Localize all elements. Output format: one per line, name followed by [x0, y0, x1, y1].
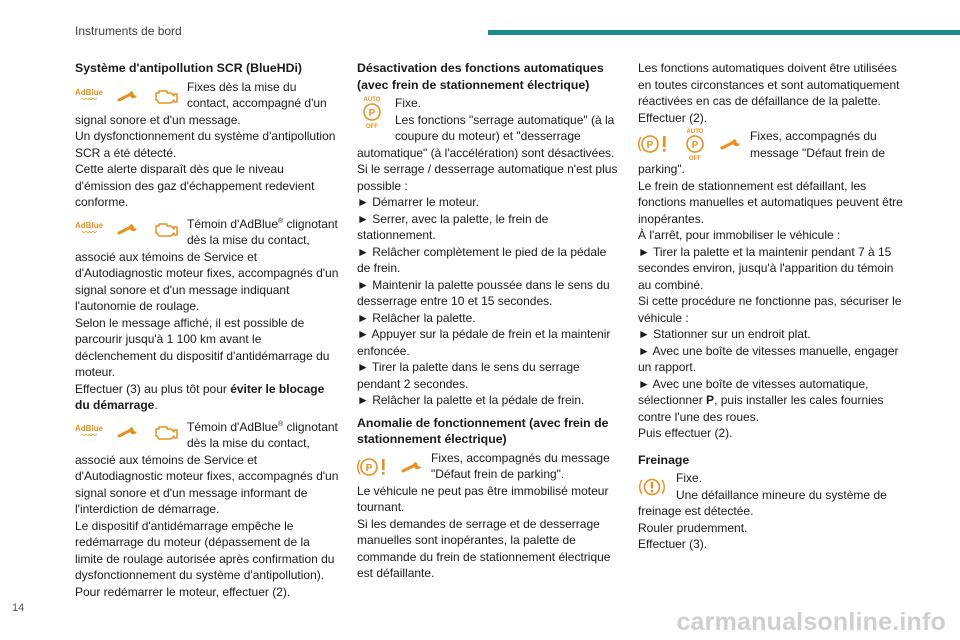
wrench-icon: [401, 460, 423, 474]
engine-icon: [153, 423, 179, 441]
column-1: [75, 60, 340, 600]
section-title-braking: Freinage: [638, 452, 690, 467]
auto-off-parking-icon: [680, 127, 710, 161]
auto-off-text-1: Les fonctions "serrage automatique" (à la coupure du moteur) et "desserrage automatique" (à l'accélération) sont désactivées.: [357, 112, 615, 160]
engine-icon: [153, 220, 179, 238]
step-4: ► Maintenir la palette poussée dans le sens du desserrage entre 10 et 15 secondes.: [357, 277, 610, 308]
step-2: ► Serrer, avec la palette, le frein de stationnement.: [357, 211, 549, 242]
malfunction-text-1: Fixes, accompagnés du message "Défaut frein de parking".: [431, 450, 610, 481]
braking-fixe: Fixe.: [676, 471, 703, 485]
auto-functions-text: Les fonctions automatiques doivent être utilisées en toutes circonstances et sont automatiquement réactivées en cas de défaillance de la palette.: [638, 61, 900, 108]
wrench-icon: [720, 137, 742, 151]
auto-off-fixe: Fixe.: [395, 96, 422, 110]
auto-off-text-2: Si le serrage / desserrage automatique n'est plus possible :: [357, 162, 618, 193]
braking-text-1: Une défaillance mineure du système de freinage est détectée.: [638, 487, 887, 518]
auto-off-parking-icon: [357, 95, 387, 129]
brake-fault-step-3: ► Avec une boîte de vitesses manuelle, engager un rapport.: [638, 343, 899, 374]
adblue-icon: AdBlue 〰〰: [75, 87, 103, 104]
column-3: [638, 60, 908, 553]
adblue-icon: AdBlue 〰〰: [75, 423, 103, 440]
parking-brake-fault-icon: [638, 133, 670, 155]
brake-fault-text-3: À l'arrêt, pour immobiliser le véhicule :: [638, 228, 841, 242]
page-number: 14: [12, 602, 25, 614]
adblue-block-text-3: Pour redémarrer le moteur, effectuer (2).: [75, 584, 291, 599]
step-5: ► Relâcher la palette.: [357, 310, 476, 325]
svg-text:OFF: OFF: [689, 156, 701, 161]
header-accent-bar: [488, 30, 960, 35]
wrench-icon: [117, 89, 139, 103]
brake-fault-step-4: ► Avec une boîte de vitesses automatique, sélectionner P, puis installer les cales fournies contre l'une des roues.: [638, 376, 884, 424]
icon-group-scr-3: [75, 417, 179, 447]
column-2: [357, 60, 622, 582]
step-6: ► Appuyer sur la pédale de frein et la maintenir enfoncée.: [357, 327, 611, 358]
svg-text:P: P: [646, 140, 654, 151]
brake-fault-step-2: ► Stationner sur un endroit plat.: [638, 327, 811, 341]
step-3: ► Relâcher complètement le pied de la pédale de frein.: [357, 244, 607, 275]
brake-fault-text-4: Si cette procédure ne fonctionne pas, sécuriser le véhicule :: [638, 294, 902, 325]
wrench-icon: [117, 222, 139, 236]
parking-brake-fault-icon: [357, 456, 389, 478]
auto-functions-action: Effectuer (2).: [638, 110, 708, 125]
step-7: ► Tirer la palette dans le sens du serrage pendant 2 secondes.: [357, 360, 580, 391]
icon-group-braking: [638, 472, 668, 502]
adblue-block-text-1: Témoin d'AdBlue® clignotant dès la mise du contact, associé aux témoins de Service et d'Autodiagnostic moteur fixes, accompagnés d'un signal sonore et d'un message informant de l'interdiction de démarrage.: [75, 419, 339, 516]
adblue-block-text-2: Le dispositif d'antidémarrage empêche le redémarrage du moteur (dépassement de la limite de roulage autorisée après confirmation du dysfonctionnement du système d'antipollution).: [75, 518, 335, 582]
scr-text-3: Cette alerte disparaît dès que le niveau d'émission des gaz d'échappement redevient conforme.: [75, 162, 315, 209]
svg-text:AUTO: AUTO: [363, 97, 381, 103]
scr-text-1: Fixes dès la mise du contact, accompagné d'un signal sonore et d'un message.: [75, 79, 327, 127]
icon-group-scr-2: [75, 214, 179, 244]
icon-group-auto-off: [357, 95, 387, 129]
adblue-text-1: Témoin d'AdBlue® clignotant dès la mise du contact, associé aux témoins de Service et d'Autodiagnostic moteur fixes, accompagnés d'un signal sonore et d'un message indiquant l'autonomie de roulage.: [75, 216, 339, 313]
engine-icon: [153, 87, 179, 105]
adblue-icon: AdBlue 〰〰: [75, 220, 103, 237]
section-title-auto-off: Désactivation des fonctions automatiques (avec frein de stationnement électrique): [357, 61, 604, 92]
brake-warning-icon: [638, 476, 666, 498]
adblue-text-3: Effectuer (3) au plus tôt pour éviter le blocage du démarrage.: [75, 381, 325, 412]
watermark: carmanualsonline.info: [676, 608, 946, 636]
step-1: ► Démarrer le moteur.: [357, 195, 479, 209]
adblue-text-2: Selon le message affiché, il est possible de parcourir jusqu'à 1 100 km avant le déclenchement du dispositif d'antidémarrage du moteur.: [75, 315, 330, 379]
svg-text:P: P: [365, 462, 373, 474]
step-8: ► Relâcher la palette et la pédale de frein.: [357, 393, 585, 407]
svg-text:AUTO: AUTO: [686, 129, 704, 135]
braking-text-2: Rouler prudemment.: [638, 520, 748, 535]
malfunction-text-3: Si les demandes de serrage et de desserrage manuelles sont inopérantes, la palette de commande du frein de stationnement électrique est défaillante.: [357, 516, 611, 580]
svg-text:P: P: [368, 108, 376, 119]
svg-text:OFF: OFF: [366, 124, 378, 129]
section-title-malfunction: Anomalie de fonctionnement (avec frein de stationnement électrique): [357, 415, 609, 446]
malfunction-text-2: Le véhicule ne peut pas être immobilisé moteur tournant.: [357, 483, 609, 514]
icon-group-scr-1: [75, 81, 179, 111]
brake-fault-text-2: Le frein de stationnement est défaillant, les fonctions manuelles et automatiques peuvent être inopérantes.: [638, 178, 903, 226]
braking-text-3: Effectuer (3).: [638, 537, 708, 551]
running-header-title: Instruments de bord: [75, 24, 182, 38]
brake-fault-text-1: Fixes, accompagnés du message "Défaut frein de parking".: [638, 129, 885, 176]
wrench-icon: [117, 425, 139, 439]
icon-group-malfunction: [357, 452, 423, 482]
section-title-scr: Système d'antipollution SCR (BlueHDi): [75, 61, 303, 75]
brake-fault-step-1: ► Tirer la palette et la maintenir pendant 7 à 15 secondes environ, jusqu'à l'apparition du témoin au combiné.: [638, 244, 894, 292]
svg-text:P: P: [691, 140, 699, 151]
brake-fault-text-5: Puis effectuer (2).: [638, 426, 733, 440]
scr-text-2: Un dysfonctionnement du système d'antipollution SCR a été détecté.: [75, 129, 336, 160]
icon-group-brake-fault: [638, 127, 742, 161]
